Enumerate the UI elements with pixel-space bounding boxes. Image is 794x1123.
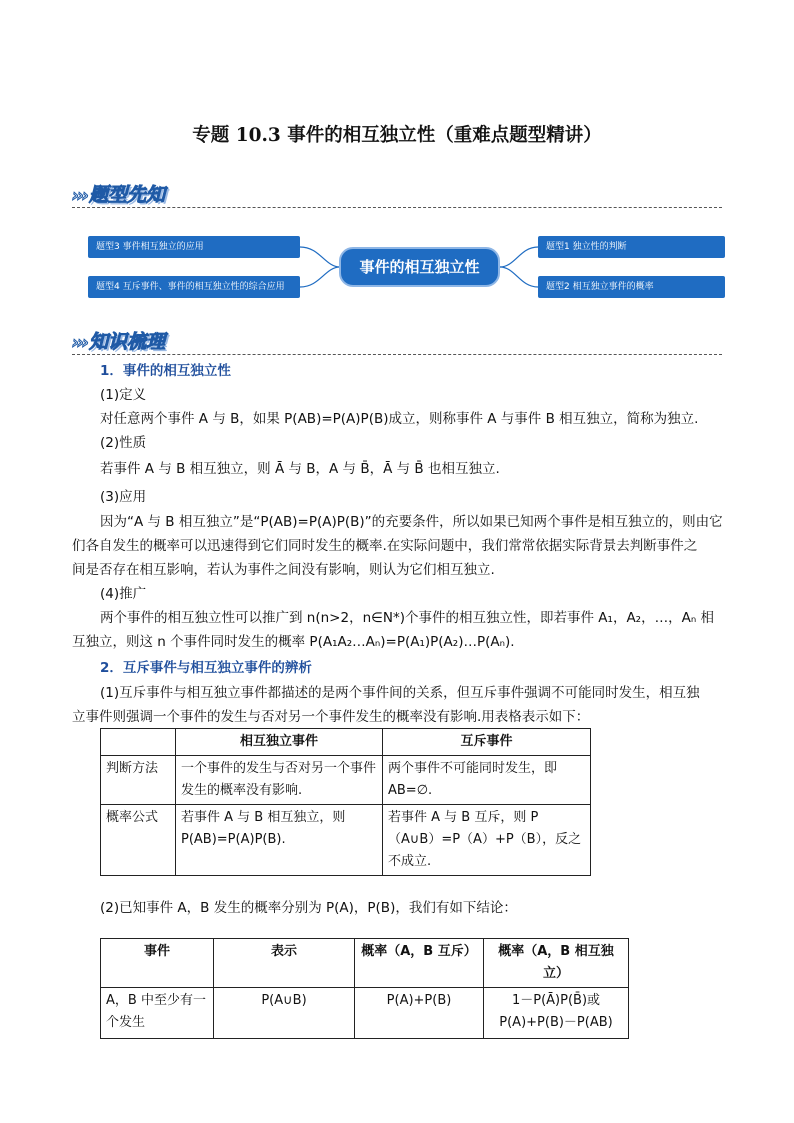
table-cell: 概率公式 [101,805,176,876]
table-cell: 一个事件的发生与否对另一个事件发生的概率没有影响. [176,756,383,805]
k2-heading: 2．互斥事件与相互独立事件的辨析 [100,660,312,676]
table-row [101,756,591,805]
table-cell: A，B 中至少有一个发生 [101,988,214,1039]
table-cell: 两个事件不可能同时发生，即 AB=∅. [383,756,591,805]
k2-intro: 立事件则强调一个事件的发生与否对另一个事件发生的概率没有影响.用表格表示如下： [72,709,590,725]
page-title: 专题 10.3 事件的相互独立性（重难点题型精讲） [192,125,602,146]
table-header-cell: 相互独立事件 [176,729,383,756]
def-text: 对任意两个事件 A 与 B，如果 P(AB)=P(A)P(B)成立，则称事件 A 与事件 B 相互独立，简称为独立. [100,411,699,427]
table-header-cell: 事件 [101,939,214,988]
table-cell: 若事件 A 与 B 相互独立，则 P(AB)=P(A)P(B). [176,805,383,876]
ext-label: (4)推广 [100,586,147,602]
section-header-question-types [72,180,165,206]
mindmap-node-type2: 题型2 相互独立事件的概率 [538,276,725,298]
table-cell: 判断方法 [101,756,176,805]
k1-heading: 1．事件的相互独立性 [100,363,231,379]
table-header-cell: 概率（A，B 互斥） [355,939,484,988]
section-header-knowledge [72,327,165,353]
def-label: (1)定义 [100,387,147,403]
table-header-cell [101,729,176,756]
table-row [101,805,591,876]
table-header-cell: 表示 [214,939,355,988]
app-label: (3)应用 [100,489,147,505]
section-label: 知识梳理 [89,331,166,353]
table-cell: 若事件 A 与 B 互斥，则 P（A∪B）=P（A）+P（B），反之不成立. [383,805,591,876]
table-cell: P(A∪B) [214,988,355,1039]
prop-text: 若事件 A 与 B 相互独立，则 Ā 与 B，A 与 B̄，Ā 与 B̄ 也相互独立. [100,461,500,477]
table-row [101,988,629,1039]
section-label: 题型先知 [89,184,166,206]
formula-table [100,938,629,1039]
app-line: 间是否存在相互影响，若认为事件之间没有影响，则认为它们相互独立. [72,562,495,578]
mindmap-node-type4: 题型4 互斥事件、事件的相互独立性的综合应用 [88,276,300,298]
divider [72,207,722,208]
table-header-row [101,729,591,756]
table-header-cell: 概率（A，B 相互独立） [484,939,629,988]
chevron-icon: ››› [72,333,88,353]
mindmap-node-type1: 题型1 独立性的判断 [538,236,725,258]
table-cell: 1－P(Ā)P(B̄)或 P(A)+P(B)－P(AB) [484,988,629,1039]
app-line: 因为“A 与 B 相互独立”是“P(AB)=P(A)P(B)”的充要条件，所以如果已知两个事件是相互独立的，则由它 [100,514,723,530]
chevron-icon: ››› [72,186,88,206]
mindmap-node-type3: 题型3 事件相互独立的应用 [88,236,300,258]
mindmap-center: 事件的相互独立性 [339,247,500,287]
comparison-table [100,728,591,876]
table-header-row [101,939,629,988]
table-cell: P(A)+P(B) [355,988,484,1039]
table-header-cell: 互斥事件 [383,729,591,756]
ext-line: 两个事件的相互独立性可以推广到 n(n>2，n∈N*)个事件的相互独立性，即若事件 A₁，A₂，…，Aₙ 相 [100,610,714,626]
divider [72,354,722,355]
app-line: 们各自发生的概率可以迅速得到它们同时发生的概率.在实际问题中，我们常常依据实际背景去判断事件之 [72,538,698,554]
para2: (2)已知事件 A，B 发生的概率分别为 P(A)，P(B)，我们有如下结论： [100,900,517,916]
prop-label: (2)性质 [100,435,147,451]
ext-line: 互独立，则这 n 个事件同时发生的概率 P(A₁A₂…Aₙ)=P(A₁)P(A₂)…P(Aₙ). [72,634,515,650]
k2-intro: (1)互斥事件与相互独立事件都描述的是两个事件间的关系，但互斥事件强调不可能同时发生，相互独 [100,685,700,701]
